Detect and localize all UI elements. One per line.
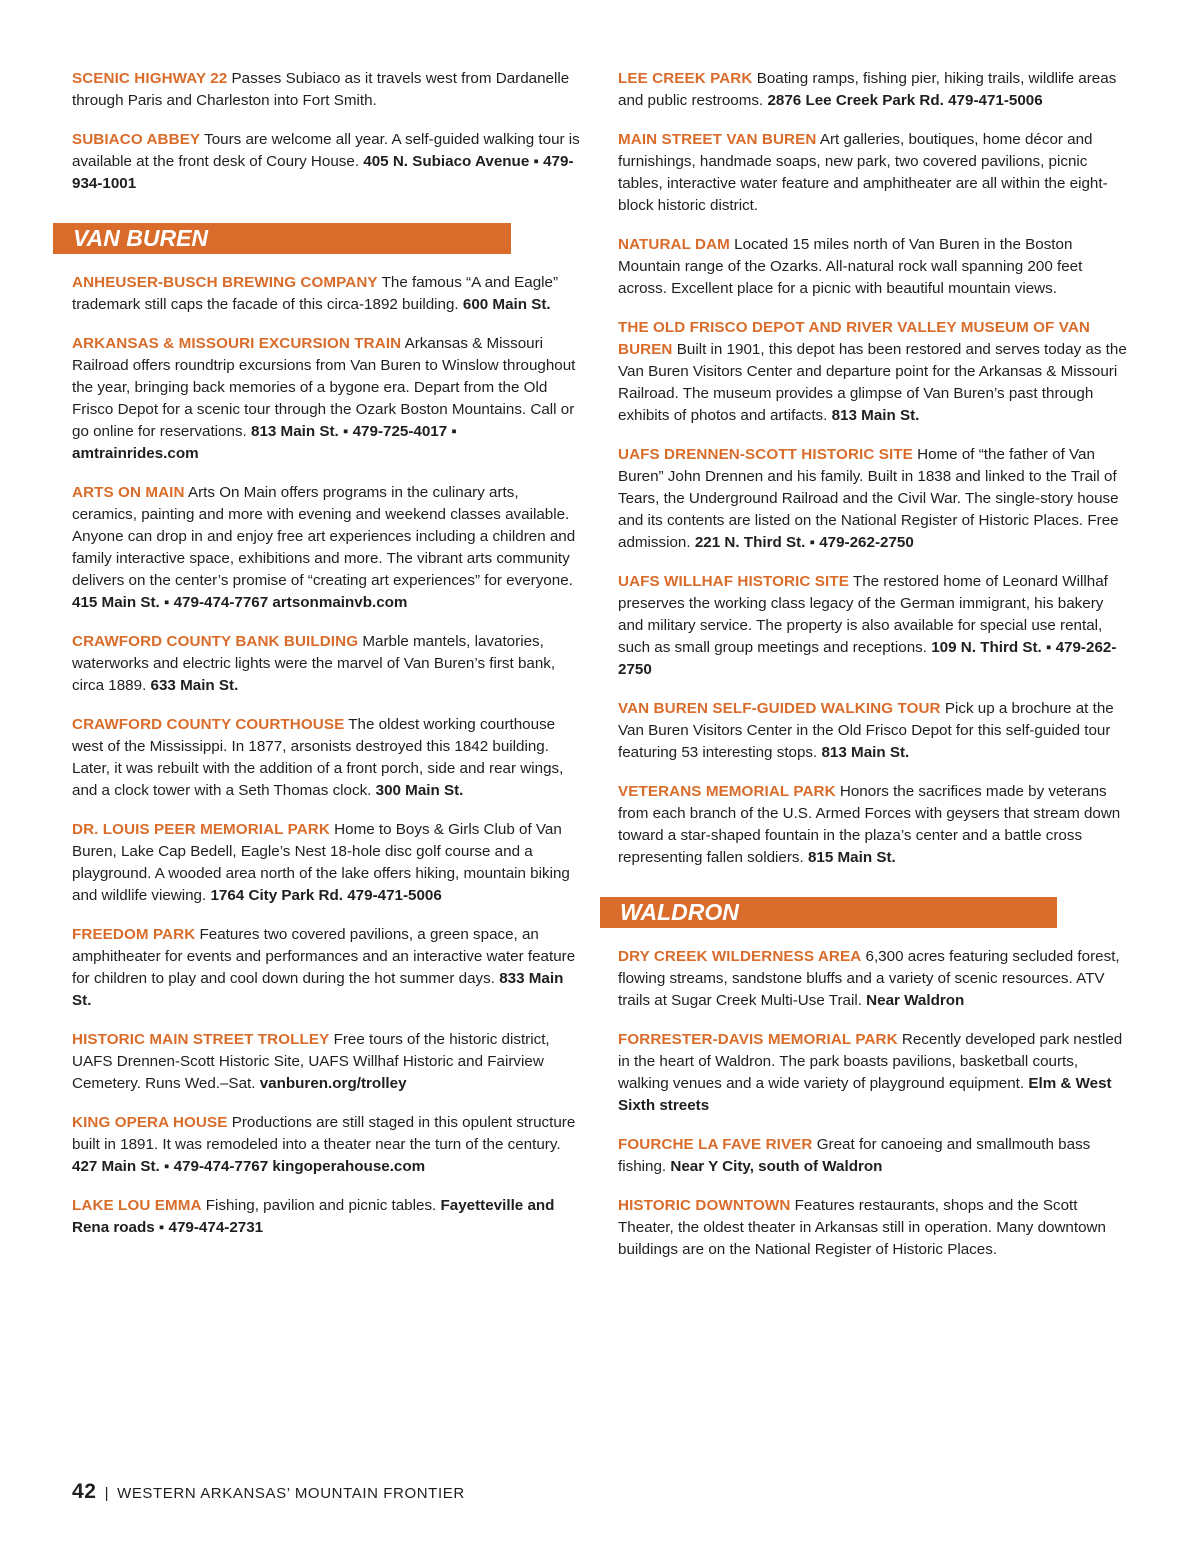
listing-entry xyxy=(72,333,580,465)
listing-entry xyxy=(72,1112,580,1178)
listing-name: CRAWFORD COUNTY COURTHOUSE xyxy=(72,716,345,733)
listing-description: Arts On Main offers programs in the culinary arts, ceramics, painting and more with evening and weekend classes available. Anyone can drop in and enjoy free art experiences including a children and family interactive space, exhibitions and more. The vibrant arts community delivers on the center’s promise of “creating art experiences” for everyone. xyxy=(72,484,576,589)
listing-entry xyxy=(72,1029,580,1095)
listing-description: The famous “A and Eagle” trademark still caps the facade of this circa-1892 building. xyxy=(72,274,559,313)
listing-address: 221 N. Third St. ▪ 479-262-2750 xyxy=(694,534,914,551)
listing-description: Located 15 miles north of Van Buren in the Boston Mountain range of the Ozarks. All-natural rock wall spanning 200 feet across. Excellent place for a picnic with beautiful mountain views. xyxy=(618,236,1083,297)
listing-name: ARTS ON MAIN xyxy=(72,484,185,501)
listing-name: FORRESTER-DAVIS MEMORIAL PARK xyxy=(618,1031,898,1048)
listing-address: 415 Main St. ▪ 479-474-7767 artsonmainvb.com xyxy=(72,594,408,611)
listing-entry xyxy=(72,272,580,316)
listing-name: ARKANSAS & MISSOURI EXCURSION TRAIN xyxy=(72,335,402,352)
listing-name: MAIN STREET VAN BUREN xyxy=(618,131,817,148)
listing-description: Tours are welcome all year. A self-guided walking tour is available at the front desk of Coury House. xyxy=(72,131,580,170)
listing-entry xyxy=(618,444,1130,554)
listing-address: Near Waldron xyxy=(866,992,965,1009)
listing-entry xyxy=(618,1195,1130,1261)
waldron-entries xyxy=(618,946,1130,1261)
listing-entry xyxy=(618,946,1130,1012)
listing-description: Features restaurants, shops and the Scott Theater, the oldest theater in Arkansas still in operation. Many downtown buildings are on the National Register of Historic Places. xyxy=(618,1197,1106,1258)
listing-name: VETERANS MEMORIAL PARK xyxy=(618,783,836,800)
listing-description: Pick up a brochure at the Van Buren Visitors Center in the Old Frisco Depot for this self-guided tour featuring 53 interesting stops. xyxy=(618,700,1114,761)
listing-name: CRAWFORD COUNTY BANK BUILDING xyxy=(72,633,359,650)
listing-name: THE OLD FRISCO DEPOT AND RIVER VALLEY MUSEUM OF VAN BUREN xyxy=(618,319,1090,358)
listing-description: Productions are still staged in this opulent structure built in 1891. It was remodeled into a theater near the turn of the century. xyxy=(72,1114,576,1153)
listing-address: vanburen.org/trolley xyxy=(259,1075,407,1092)
listing-name: LEE CREEK PARK xyxy=(618,70,753,87)
listing-entry xyxy=(72,924,580,1012)
section-header-van-buren: VAN BUREN xyxy=(53,223,511,254)
listing-name: SUBIACO ABBEY xyxy=(72,131,201,148)
listing-entry xyxy=(72,714,580,802)
section-header-waldron: WALDRON xyxy=(600,897,1057,928)
page-number: 42 xyxy=(72,1480,97,1503)
listing-address: 1764 City Park Rd. 479-471-5006 xyxy=(210,887,442,904)
page-footer xyxy=(72,1480,465,1504)
listing-address: 813 Main St. ▪ 479-725-4017 ▪ amtrainrides.com xyxy=(72,423,457,462)
listing-address: 633 Main St. xyxy=(150,677,239,694)
listing-description: Home of “the father of Van Buren” John Drennen and his family. Built in 1838 and linked to the Trail of Tears, the Underground Railroad and the Civil War. The single-story house and its contents are listed on the National Register of Historic Places. Free admission. xyxy=(618,446,1119,551)
listing-description: Fishing, pavilion and picnic tables. xyxy=(205,1197,437,1214)
listing-description: Boating ramps, fishing pier, hiking trails, wildlife areas and public restrooms. xyxy=(618,70,1117,109)
listing-name: KING OPERA HOUSE xyxy=(72,1114,228,1131)
listing-entry xyxy=(618,1029,1130,1117)
left-column xyxy=(72,68,580,1256)
listing-name: HISTORIC DOWNTOWN xyxy=(618,1197,791,1214)
listing-address: 813 Main St. xyxy=(831,407,920,424)
listing-name: HISTORIC MAIN STREET TROLLEY xyxy=(72,1031,330,1048)
listing-description: Great for canoeing and smallmouth bass fishing. xyxy=(618,1136,1091,1175)
publication-title: WESTERN ARKANSAS’ MOUNTAIN FRONTIER xyxy=(117,1485,465,1502)
right-column xyxy=(618,68,1130,1278)
listing-entry xyxy=(72,68,580,112)
listing-description: Honors the sacrifices made by veterans from each branch of the U.S. Armed Forces with geysers that stream down toward a star-shaped fountain in the plaza’s center and a battle cross representing fallen soldiers. xyxy=(618,783,1121,866)
listing-name: LAKE LOU EMMA xyxy=(72,1197,202,1214)
listing-address: 813 Main St. xyxy=(821,744,910,761)
listing-entry xyxy=(618,234,1130,300)
listing-address: 300 Main St. xyxy=(375,782,464,799)
listing-address: 2876 Lee Creek Park Rd. 479-471-5006 xyxy=(767,92,1043,109)
listing-entry xyxy=(72,129,580,195)
listing-description: Art galleries, boutiques, home décor and furnishings, handmade soaps, new park, two covered pavilions, picnic tables, interactive water feature and amphitheater are all within the eight-block historic district. xyxy=(618,131,1108,214)
listing-entry xyxy=(72,1195,580,1239)
listing-entry xyxy=(72,482,580,614)
listing-description: Features two covered pavilions, a green space, an amphitheater for events and performances and an interactive water feature for children to play and cool down during the hot summer days. xyxy=(72,926,576,987)
listing-entry xyxy=(618,1134,1130,1178)
listing-description: The restored home of Leonard Willhaf preserves the working class legacy of the German immigrant, his bakery and military service. The property is also available for special use rental, such as small group meetings and receptions. xyxy=(618,573,1108,656)
listing-entry xyxy=(618,571,1130,681)
intro-entries xyxy=(72,68,580,195)
van-buren-entries-continued xyxy=(618,68,1130,869)
listing-name: NATURAL DAM xyxy=(618,236,730,253)
listing-description: Passes Subiaco as it travels west from Dardanelle through Paris and Charleston into Fort Smith. xyxy=(72,70,570,109)
listing-address: 109 N. Third St. ▪ 479-262-2750 xyxy=(618,639,1117,678)
listing-address: Elm & West Sixth streets xyxy=(618,1075,1112,1114)
listing-description: 6,300 acres featuring secluded forest, flowing streams, sandstone bluffs and a variety of scenic resources. ATV trails at Sugar Creek Multi-Use Trail. xyxy=(618,948,1120,1009)
footer-separator: | xyxy=(104,1485,110,1502)
listing-address: 833 Main St. xyxy=(72,970,564,1009)
listing-description: Marble mantels, lavatories, waterworks and electric lights were the marvel of Van Buren’s first bank, circa 1889. xyxy=(72,633,556,694)
listing-entry xyxy=(72,819,580,907)
listing-name: DR. LOUIS PEER MEMORIAL PARK xyxy=(72,821,330,838)
listing-name: DRY CREEK WILDERNESS AREA xyxy=(618,948,862,965)
listing-address: 600 Main St. xyxy=(462,296,551,313)
listing-name: UAFS WILLHAF HISTORIC SITE xyxy=(618,573,849,590)
listing-entry xyxy=(618,129,1130,217)
listing-entry xyxy=(72,631,580,697)
listing-name: SCENIC HIGHWAY 22 xyxy=(72,70,228,87)
listing-address: Fayetteville and Rena roads ▪ 479-474-2731 xyxy=(72,1197,555,1236)
listing-name: UAFS DRENNEN-SCOTT HISTORIC SITE xyxy=(618,446,913,463)
listing-entry xyxy=(618,698,1130,764)
listing-address: Near Y City, south of Waldron xyxy=(670,1158,883,1175)
van-buren-entries xyxy=(72,272,580,1239)
listing-description: Built in 1901, this depot has been restored and serves today as the Van Buren Visitors Center and departure point for the Arkansas & Missouri Railroad. The museum provides a glimpse of Van Buren’s past through exhibits of photos and artifacts. xyxy=(618,341,1127,424)
listing-description: The oldest working courthouse west of the Mississippi. In 1877, arsonists destroyed this 1842 building. Later, it was rebuilt with the addition of a front porch, side and rear wings, and a clock tower with a Seth Thomas clock. xyxy=(72,716,564,799)
listing-description: Home to Boys & Girls Club of Van Buren, Lake Cap Bedell, Eagle’s Nest 18-hole disc golf course and a playground. A wooded area north of the lake offers hiking, mountain biking and wildlife viewing. xyxy=(72,821,570,904)
listing-entry xyxy=(618,781,1130,869)
listing-description: Free tours of the historic district, UAFS Drennen-Scott Historic Site, UAFS Willhaf Historic and Fairview Cemetery. Runs Wed.–Sat. xyxy=(72,1031,550,1092)
listing-entry xyxy=(618,68,1130,112)
listing-description: Recently developed park nestled in the heart of Waldron. The park boasts pavilions, basketball courts, walking venues and a wide variety of playground equipment. xyxy=(618,1031,1123,1092)
listing-description: Arkansas & Missouri Railroad offers roundtrip excursions from Van Buren to Winslow throughout the year, bringing back memories of a bygone era. Depart from the Old Frisco Depot for a scenic tour through the Ozark Boston Mountains. Call or go online for reservations. xyxy=(72,335,576,440)
listing-name: FOURCHE LA FAVE RIVER xyxy=(618,1136,813,1153)
listing-address: 815 Main St. xyxy=(807,849,896,866)
listing-address: 427 Main St. ▪ 479-474-7767 kingoperahouse.com xyxy=(72,1158,426,1175)
listing-name: FREEDOM PARK xyxy=(72,926,196,943)
listing-entry xyxy=(618,317,1130,427)
listing-name: VAN BUREN SELF-GUIDED WALKING TOUR xyxy=(618,700,941,717)
listing-name: ANHEUSER-BUSCH BREWING COMPANY xyxy=(72,274,378,291)
listing-address: 405 N. Subiaco Avenue ▪ 479-934-1001 xyxy=(72,153,574,192)
